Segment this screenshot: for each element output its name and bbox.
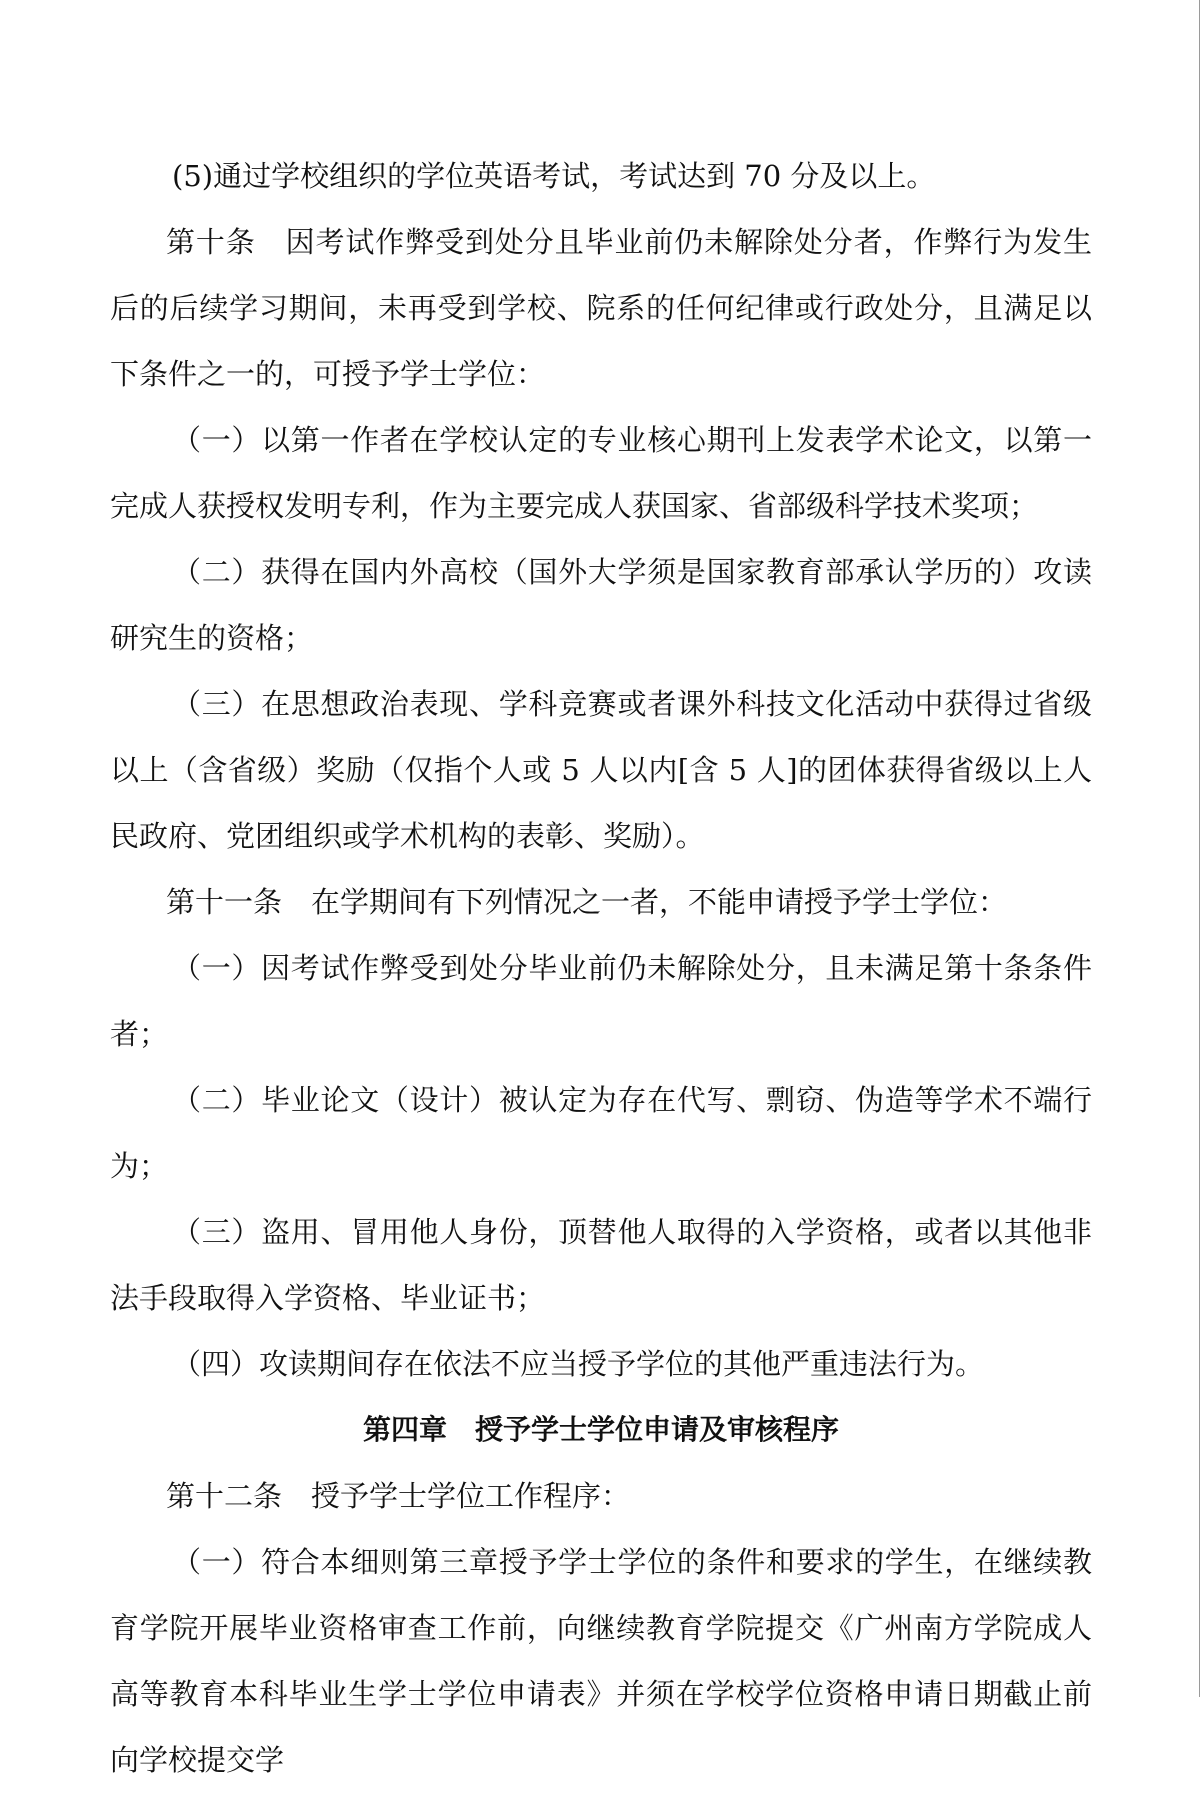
paragraph-article-12-item-1: （一）符合本细则第三章授予学士学位的条件和要求的学生，在继续教育学院开展毕业资格审查工作前，向继续教育学院提交《广州南方学院成人高等教育本科毕业生学士学位申请表》并须在学校学位资格申请日期截止前向学校提交学 [110,1545,1092,1777]
paragraph-article-10-item-1: （一）以第一作者在学校认定的专业核心期刊上发表学术论文，以第一完成人获授权发明专利，作为主要完成人获国家、省部级科学技术奖项； [110,423,1092,523]
paragraph-article-11-item-2: （二）毕业论文（设计）被认定为存在代写、剽窃、伪造等学术不端行为； [110,1083,1092,1183]
paragraph-article-11-item-4: （四）攻读期间存在依法不应当授予学位的其他严重违法行为。 [172,1347,985,1381]
chapter-heading: 第四章 授予学士学位申请及审核程序 [362,1413,839,1446]
paragraph-article-10: 第十条 因考试作弊受到处分且毕业前仍未解除处分者，作弊行为发生后的后续学习期间，未再受到学校、院系的任何纪律或行政处分，且满足以下条件之一的，可授予学士学位： [110,225,1092,391]
document-body [110,143,1092,1793]
paragraph-article-10-item-3: （三）在思想政治表现、学科竞赛或者课外科技文化活动中获得过省级以上（含省级）奖励（仅指个人或 5 人以内[含 5 人]的团体获得省级以上人民政府、党团组织或学术机构的表彰、奖励）。 [110,687,1092,853]
paragraph-item-5-english-exam: (5)通过学校组织的学位英语考试，考试达到 70 分及以上。 [172,159,936,193]
paragraph-article-10-item-2: （二）获得在国内外高校（国外大学须是国家教育部承认学历的）攻读研究生的资格； [110,555,1092,655]
paragraph-article-11: 第十一条 在学期间有下列情况之一者，不能申请授予学士学位： [166,885,1008,919]
paragraph-article-12: 第十二条 授予学士学位工作程序： [166,1479,631,1513]
paragraph-article-11-item-3: （三）盗用、冒用他人身份，顶替他人取得的入学资格，或者以其他非法手段取得入学资格、毕业证书； [110,1215,1092,1315]
paragraph-article-11-item-1: （一）因考试作弊受到处分毕业前仍未解除处分，且未满足第十条条件者； [110,951,1092,1051]
